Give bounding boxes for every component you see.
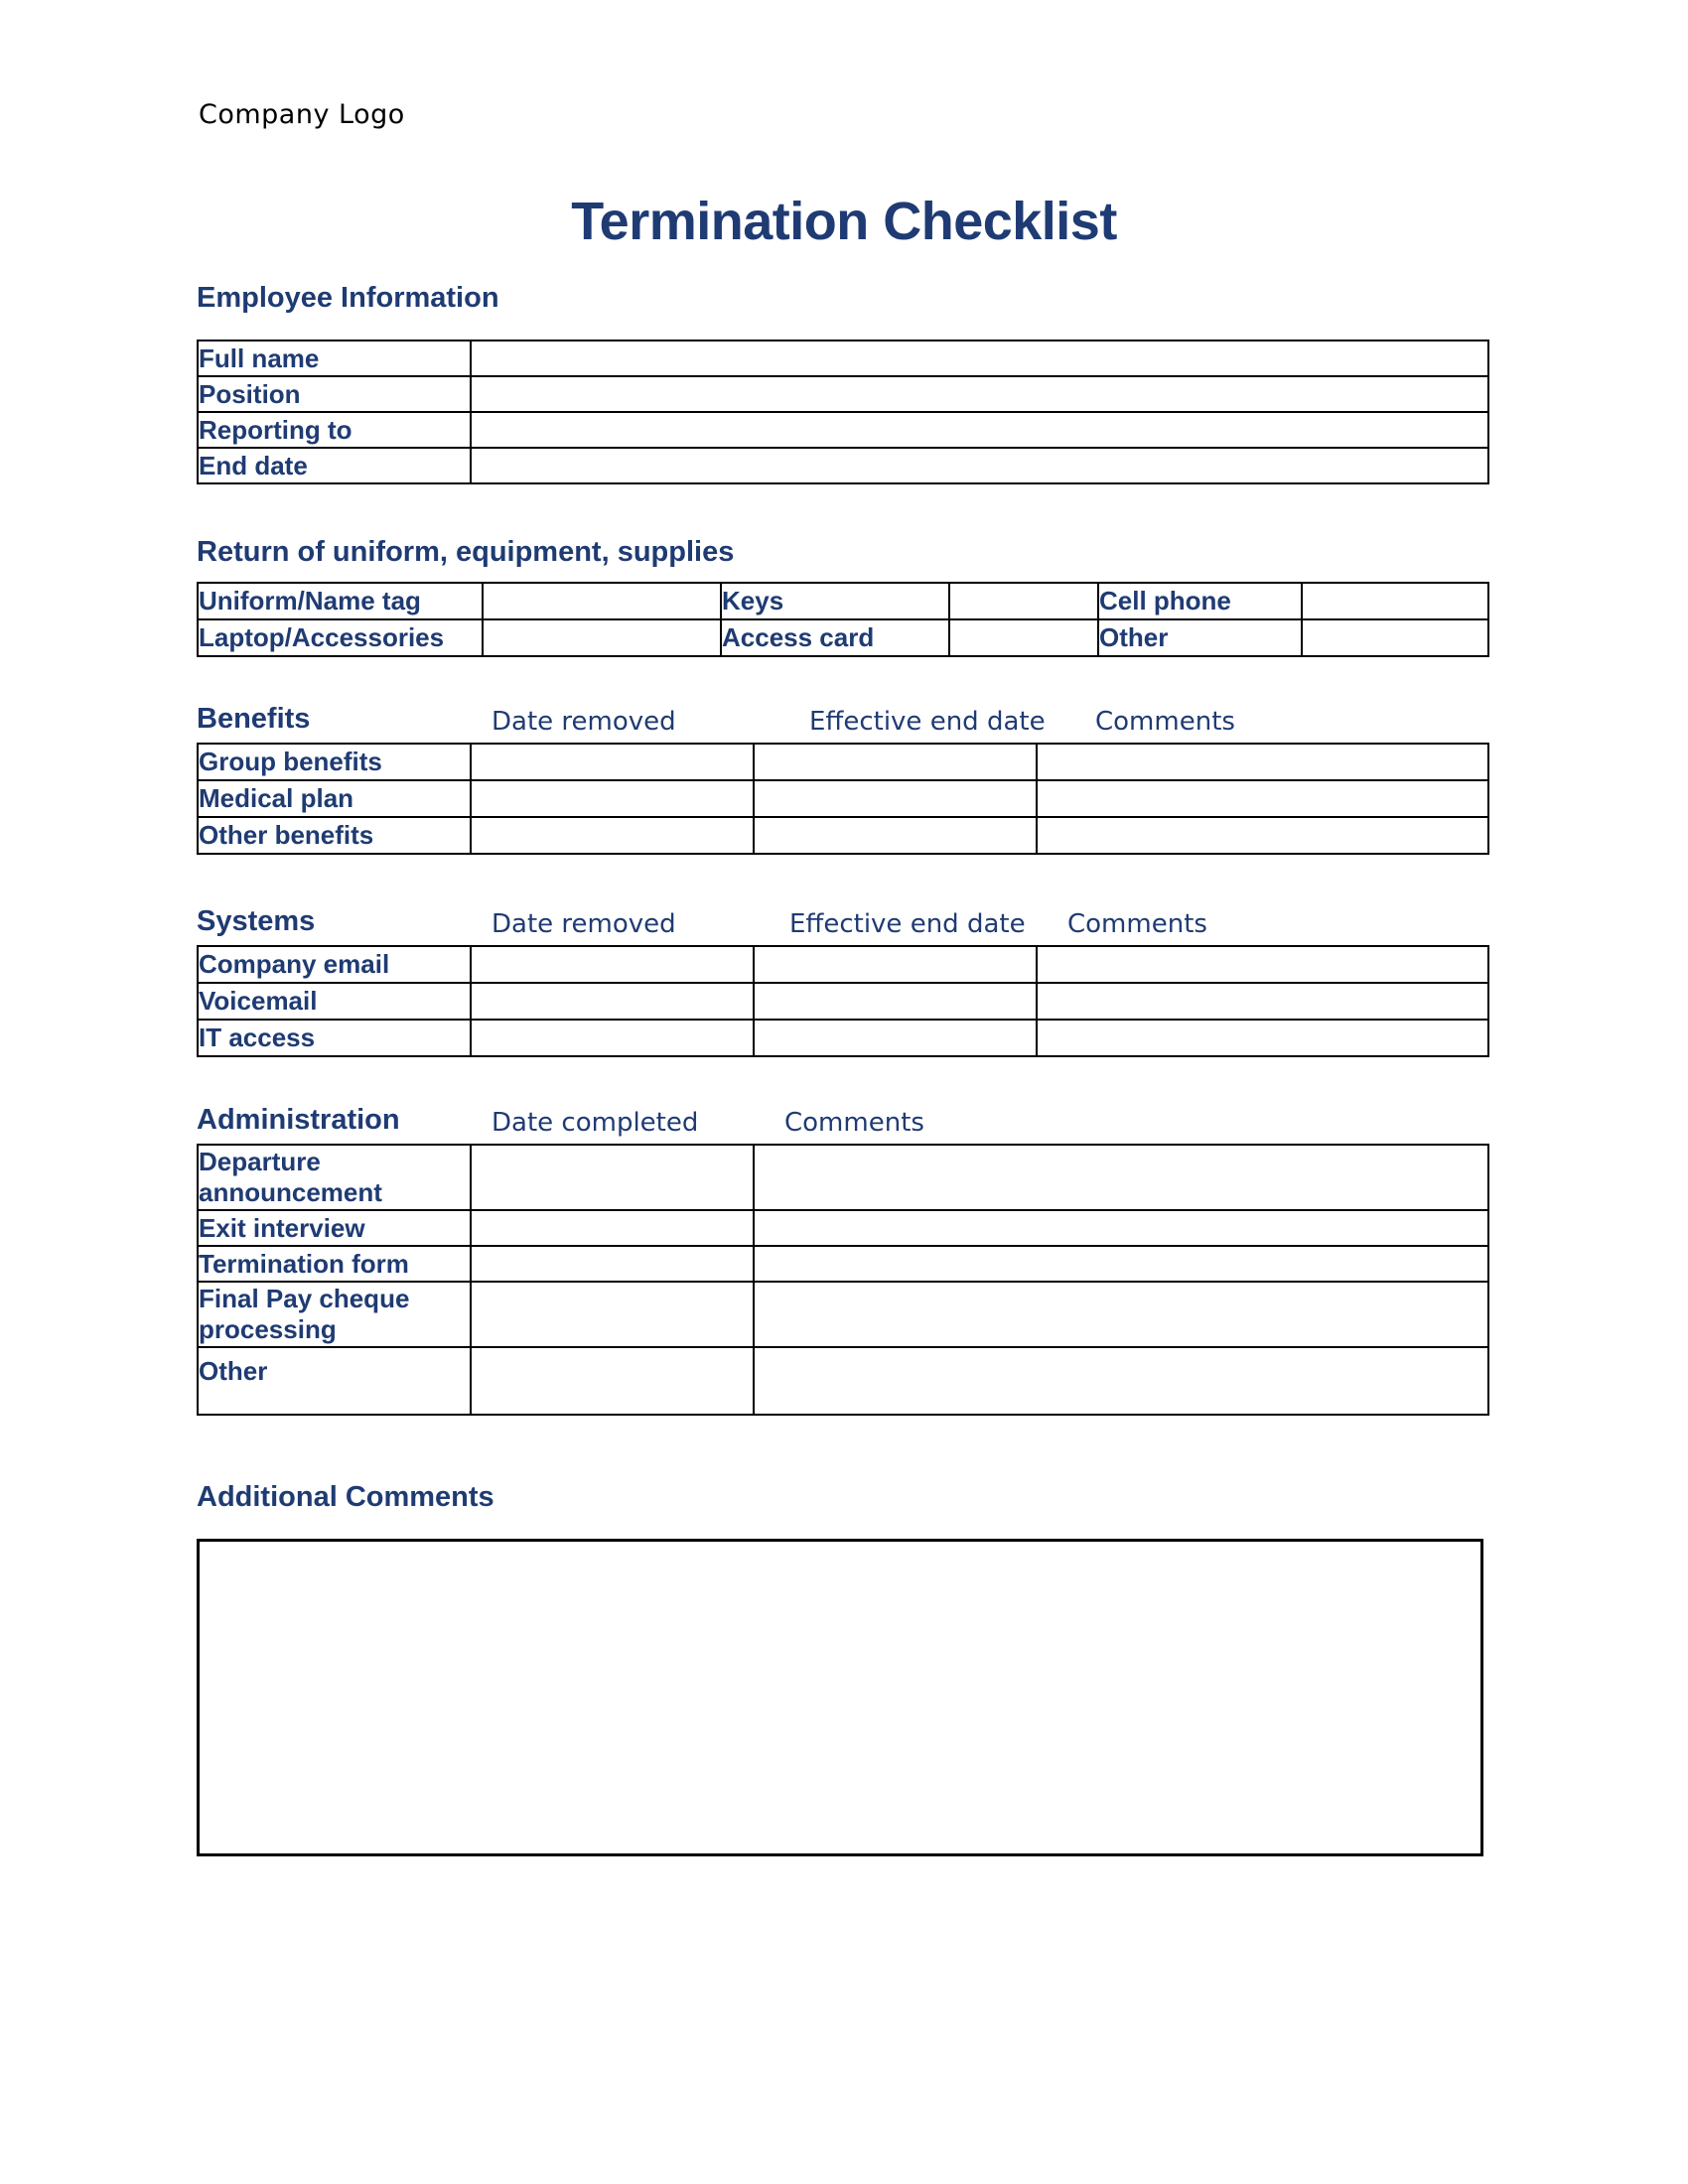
row-label-access-card: Access card [721,619,949,656]
company-logo-placeholder: Company Logo [199,99,405,130]
row-label-reporting-to: Reporting to [198,412,471,448]
input-voicemail-date-removed[interactable] [471,983,754,1020]
section-heading-administration: Administration [197,1104,400,1136]
column-header-benefits-comments: Comments [1095,707,1235,737]
row-label-uniform-name-tag: Uniform/Name tag [198,583,483,619]
row-label-termination-form: Termination form [198,1246,471,1282]
input-other-benefits-date-removed[interactable] [471,817,754,854]
input-end-date[interactable] [471,448,1488,483]
row-label-end-date: End date [198,448,471,483]
input-final-pay-cheque-processing-date-completed[interactable] [471,1282,754,1347]
row-label-other-administration: Other [198,1347,471,1415]
input-position[interactable] [471,376,1488,412]
input-termination-form-date-completed[interactable] [471,1246,754,1282]
table-row [198,744,1488,780]
table-row [198,1347,1488,1415]
input-full-name[interactable] [471,341,1488,376]
table-row [198,983,1488,1020]
row-label-it-access: IT access [198,1020,471,1056]
input-cell-phone[interactable] [1302,583,1488,619]
column-header-administration-date-completed: Date completed [492,1108,699,1138]
row-label-voicemail: Voicemail [198,983,471,1020]
input-termination-form-comments[interactable] [754,1246,1488,1282]
section-heading-return-of-items: Return of uniform, equipment, supplies [197,536,735,568]
row-label-position: Position [198,376,471,412]
row-label-laptop-accessories: Laptop/Accessories [198,619,483,656]
input-uniform-name-tag[interactable] [483,583,721,619]
row-label-final-pay-cheque-processing: Final Pay cheque processing [198,1282,471,1347]
input-exit-interview-comments[interactable] [754,1210,1488,1246]
input-it-access-comments[interactable] [1037,1020,1488,1056]
input-company-email-comments[interactable] [1037,946,1488,983]
column-header-administration-comments: Comments [784,1108,924,1138]
benefits-table [197,743,1489,855]
row-label-company-email: Company email [198,946,471,983]
employee-information-table [197,340,1489,484]
table-row [198,341,1488,376]
section-heading-benefits: Benefits [197,703,311,735]
input-reporting-to[interactable] [471,412,1488,448]
input-it-access-effective-end-date[interactable] [754,1020,1037,1056]
table-row [198,619,1488,656]
table-row [198,376,1488,412]
input-medical-plan-comments[interactable] [1037,780,1488,817]
row-label-full-name: Full name [198,341,471,376]
table-row [198,946,1488,983]
row-label-other-equipment: Other [1098,619,1302,656]
table-row [198,1020,1488,1056]
input-other-equipment[interactable] [1302,619,1488,656]
section-heading-additional-comments: Additional Comments [197,1481,494,1513]
row-label-keys: Keys [721,583,949,619]
column-header-benefits-date-removed: Date removed [492,707,676,737]
row-label-group-benefits: Group benefits [198,744,471,780]
input-voicemail-effective-end-date[interactable] [754,983,1037,1020]
column-header-systems-date-removed: Date removed [492,909,676,939]
table-row [198,448,1488,483]
table-row [198,1282,1488,1347]
input-company-email-effective-end-date[interactable] [754,946,1037,983]
input-medical-plan-date-removed[interactable] [471,780,754,817]
additional-comments-textarea[interactable] [197,1539,1483,1856]
input-other-administration-date-completed[interactable] [471,1347,754,1415]
input-departure-announcement-date-completed[interactable] [471,1145,754,1210]
input-laptop-accessories[interactable] [483,619,721,656]
row-label-exit-interview: Exit interview [198,1210,471,1246]
table-row [198,1246,1488,1282]
return-of-items-table [197,582,1489,657]
column-header-benefits-effective-end-date: Effective end date [809,707,1046,737]
input-other-benefits-effective-end-date[interactable] [754,817,1037,854]
input-final-pay-cheque-processing-comments[interactable] [754,1282,1488,1347]
input-departure-announcement-comments[interactable] [754,1145,1488,1210]
table-row [198,1145,1488,1210]
table-row [198,412,1488,448]
row-label-departure-announcement: Departure announcement [198,1145,471,1210]
section-heading-systems: Systems [197,905,316,937]
systems-table [197,945,1489,1057]
administration-table [197,1144,1489,1416]
section-heading-employee-information: Employee Information [197,282,499,314]
input-medical-plan-effective-end-date[interactable] [754,780,1037,817]
column-header-systems-effective-end-date: Effective end date [789,909,1026,939]
input-access-card[interactable] [949,619,1098,656]
input-group-benefits-effective-end-date[interactable] [754,744,1037,780]
table-row [198,583,1488,619]
row-label-medical-plan: Medical plan [198,780,471,817]
input-group-benefits-date-removed[interactable] [471,744,754,780]
page-title: Termination Checklist [571,192,1117,251]
input-it-access-date-removed[interactable] [471,1020,754,1056]
table-row [198,780,1488,817]
row-label-other-benefits: Other benefits [198,817,471,854]
input-voicemail-comments[interactable] [1037,983,1488,1020]
input-other-benefits-comments[interactable] [1037,817,1488,854]
row-label-cell-phone: Cell phone [1098,583,1302,619]
table-row [198,817,1488,854]
input-keys[interactable] [949,583,1098,619]
input-company-email-date-removed[interactable] [471,946,754,983]
input-other-administration-comments[interactable] [754,1347,1488,1415]
input-exit-interview-date-completed[interactable] [471,1210,754,1246]
input-group-benefits-comments[interactable] [1037,744,1488,780]
column-header-systems-comments: Comments [1067,909,1207,939]
table-row [198,1210,1488,1246]
